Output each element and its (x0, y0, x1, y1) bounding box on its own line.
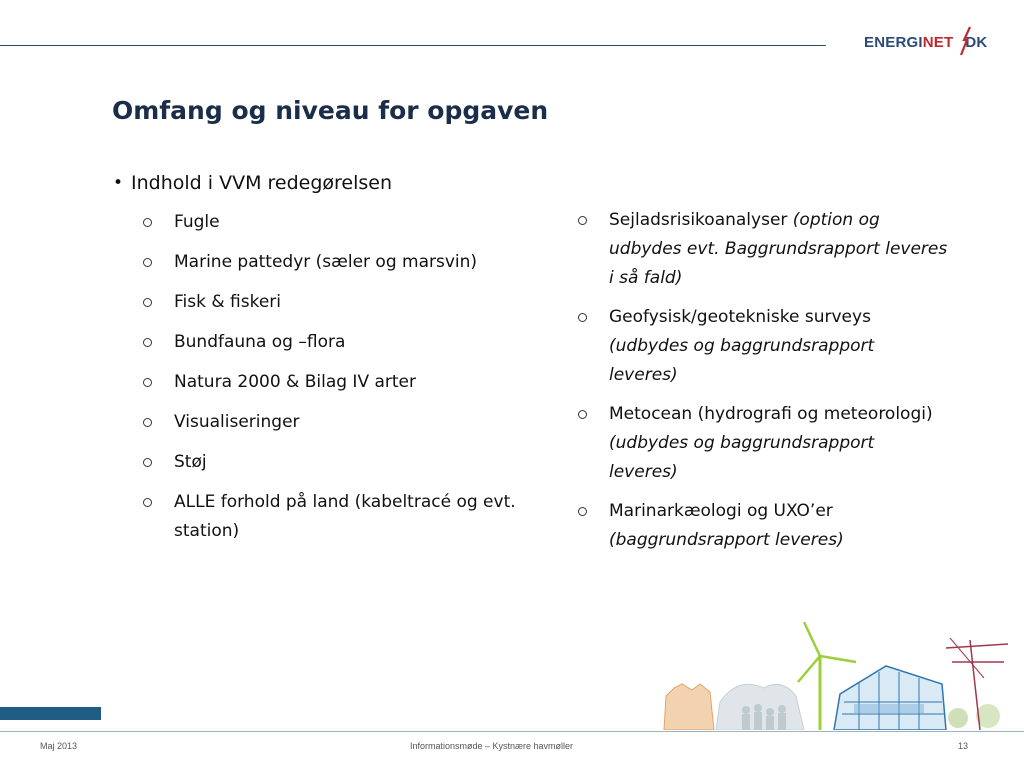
slide-title: Omfang og niveau for opgaven (112, 96, 549, 125)
circle-bullet-icon (143, 218, 152, 227)
page-number: 13 (958, 741, 969, 751)
footer-date: Maj 2013 (40, 741, 78, 751)
logo-text-energi: ENERGI (864, 34, 923, 51)
circle-bullet-icon (143, 258, 152, 267)
circle-bullet-icon (143, 298, 152, 307)
circle-bullet-icon (143, 418, 152, 427)
bullet-item-vvm (112, 168, 532, 198)
list-item: Geofysisk/geotekniske surveys (udbydes og baggrundsrapport leveres) (578, 303, 948, 390)
list-item: Fisk & fiskeri (112, 288, 532, 317)
header-rule (0, 45, 826, 46)
list-item: Natura 2000 & Bilag IV arter (112, 368, 532, 397)
list-item: Støj (112, 448, 532, 477)
list-item: Marinarkæologi og UXO’er (baggrundsrapport leveres) (578, 497, 948, 555)
circle-bullet-icon (578, 313, 587, 322)
logo-text-dk: DK (965, 34, 988, 51)
list-item: Marine pattedyr (sæler og marsvin) (112, 248, 532, 277)
bullet-dot-icon: • (113, 173, 124, 193)
footer-title: Informationsmøde – Kystnære havmøller (410, 741, 574, 751)
circle-bullet-icon (578, 410, 587, 419)
bullet-text: Indhold i VVM redegørelsen (131, 172, 393, 194)
list-item: ALLE forhold på land (kabeltracé og evt. station) (112, 488, 532, 546)
footer-rule (0, 731, 1024, 732)
list-item: Visualiseringer (112, 408, 532, 437)
circle-bullet-icon (578, 216, 587, 225)
footer-illustration (654, 618, 1024, 730)
left-column (112, 168, 532, 557)
circle-bullet-icon (578, 507, 587, 516)
logo-text-net: NET (922, 34, 954, 51)
circle-bullet-icon (143, 338, 152, 347)
list-item: Sejladsrisikoanalyser (option og udbydes evt. Baggrundsrapport leveres i så fald) (578, 206, 948, 293)
sub-bullet-list (578, 206, 948, 555)
logo-slash-icon (958, 26, 972, 56)
energinet-logo (864, 26, 994, 60)
circle-bullet-icon (143, 498, 152, 507)
circle-bullet-icon (143, 458, 152, 467)
list-item: Bundfauna og –flora (112, 328, 532, 357)
list-item: Metocean (hydrografi og meteorologi) (udbydes og baggrundsrapport leveres) (578, 400, 948, 487)
sub-bullet-list (112, 208, 532, 546)
accent-bar (0, 707, 101, 720)
list-item: Fugle (112, 208, 532, 237)
circle-bullet-icon (143, 378, 152, 387)
right-column (578, 206, 948, 565)
